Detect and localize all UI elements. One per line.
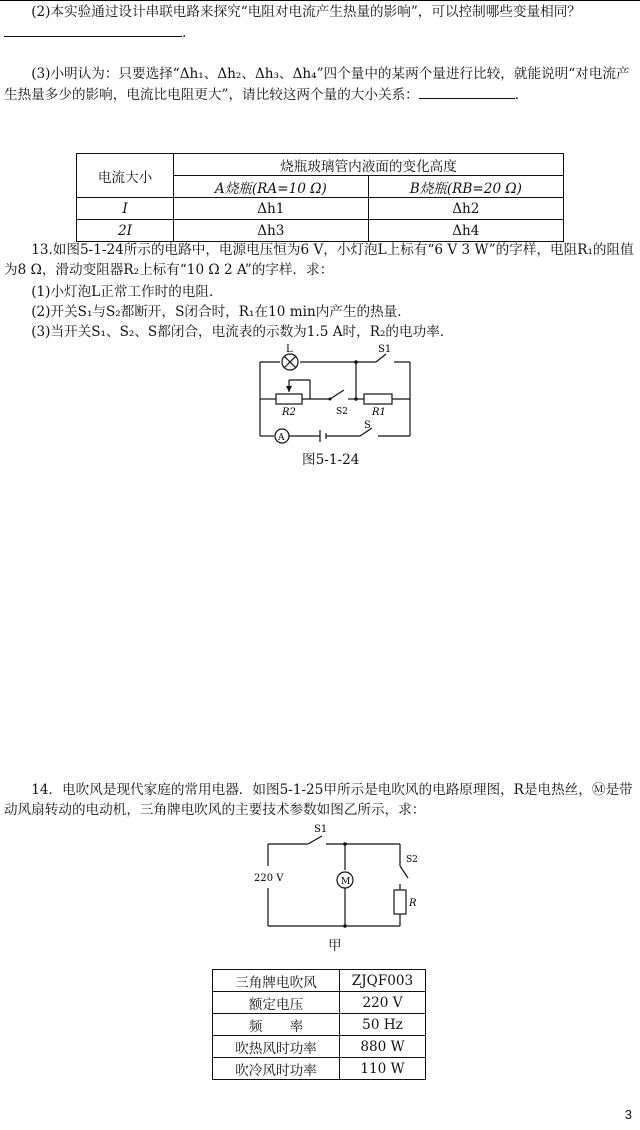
answer-blank[interactable] bbox=[4, 22, 182, 37]
table-cell: 吹热风时功率 bbox=[213, 1036, 340, 1058]
table-row bbox=[213, 992, 426, 1014]
table-cell: Δh1 bbox=[174, 198, 369, 220]
page-number: 3 bbox=[624, 1107, 632, 1122]
q14-stem-text: 14．电吹风是现代家庭的常用电器．如图5-1-25甲所示是电吹风的电路原理图，R是电热丝，Ⓜ是带动风扇转动的电动机，三角牌电吹风的主要技术参数如图乙所示，求： bbox=[4, 782, 633, 818]
table-row bbox=[213, 1058, 426, 1080]
table-group-header: 烧瓶玻璃管内液面的变化高度 bbox=[174, 154, 564, 176]
table-row bbox=[213, 1036, 426, 1058]
table-cell: Δh3 bbox=[174, 220, 369, 242]
q13-part2 bbox=[4, 302, 636, 322]
table-cell: 880 W bbox=[340, 1036, 426, 1058]
q13-part3 bbox=[4, 322, 636, 342]
table-header-a: A烧瓶(RA=10 Ω) bbox=[174, 176, 369, 198]
label-voltage: 220 V bbox=[254, 873, 284, 884]
q12-part3 bbox=[4, 64, 636, 105]
table-cell: ZJQF003 bbox=[340, 970, 426, 992]
table-cell: Δh4 bbox=[368, 220, 563, 242]
table-cell: 50 Hz bbox=[340, 1014, 426, 1036]
table-cell: 额定电压 bbox=[213, 992, 340, 1014]
figure-caption-jia: 甲 bbox=[328, 938, 342, 954]
q13-part1 bbox=[4, 282, 636, 302]
q12-part3-text: (3)小明认为：只要选择“Δh₁、Δh₂、Δh₃、Δh₄”四个量中的某两个量进行比较，就能说明“对电流产生热量多少的影响，电流比电阻更大”，请比较这两个量的大小关系： bbox=[4, 66, 630, 103]
specs-table bbox=[212, 969, 426, 1080]
label-r: R bbox=[409, 898, 417, 909]
table-cell: 频 率 bbox=[213, 1014, 340, 1036]
table-row bbox=[213, 1014, 426, 1036]
top-rule bbox=[0, 0, 640, 1]
q13-part1-text: (1)小灯泡L正常工作时的电阻． bbox=[31, 284, 223, 300]
period: . bbox=[182, 25, 187, 41]
figure-caption-5-1-24: 图5-1-24 bbox=[302, 452, 360, 468]
q13-stem bbox=[4, 240, 636, 280]
answer-blank[interactable] bbox=[419, 84, 515, 99]
table-cell: 110 W bbox=[340, 1058, 426, 1080]
experiment-table bbox=[76, 153, 564, 242]
table-cell: 2I bbox=[77, 220, 174, 242]
table-cell: Δh2 bbox=[368, 198, 563, 220]
q13-part3-text: (3)当开关S₁、S₂、S都闭合，电流表的示数为1.5 A时，R₂的电功率． bbox=[31, 324, 454, 340]
q13-stem-text: 13.如图5-1-24所示的电路中，电源电压恒为6 V，小灯泡L上标有“6 V 3 W”的字样，电阻R₁的阻值为8 Ω，滑动变阻器R₂上标有“10 Ω 2 A”的字样．求： bbox=[4, 242, 634, 278]
label-s2: S2 bbox=[406, 855, 418, 865]
circuit-diagram-5-1-24 bbox=[252, 344, 432, 454]
motor-icon: M bbox=[341, 877, 351, 887]
table-header-current: 电流大小 bbox=[77, 154, 174, 198]
q14-stem bbox=[4, 780, 636, 820]
label-lamp: L bbox=[286, 344, 293, 355]
period: . bbox=[514, 87, 520, 103]
table-header-b: B烧瓶(RB=20 Ω) bbox=[368, 176, 563, 198]
label-s2: S2 bbox=[336, 407, 348, 417]
ammeter-icon: A bbox=[278, 433, 285, 443]
table-row bbox=[213, 970, 426, 992]
q12-part2-text: (2)本实验通过设计串联电路来探究“电阻对电流产生热量的影响”，可以控制哪些变量相同？ bbox=[31, 4, 581, 20]
label-r1: R1 bbox=[372, 407, 386, 418]
table-cell: 220 V bbox=[340, 992, 426, 1014]
label-s1: S1 bbox=[378, 344, 392, 355]
table-cell: I bbox=[77, 198, 174, 220]
hair-dryer-circuit-diagram bbox=[250, 822, 420, 932]
label-s: S bbox=[364, 420, 371, 431]
table-row bbox=[77, 220, 564, 242]
table-row bbox=[77, 198, 564, 220]
q12-part2 bbox=[4, 2, 636, 43]
q13-part2-text: (2)开关S₁与S₂都断开，S闭合时，R₁在10 min内产生的热量． bbox=[31, 304, 411, 320]
label-s1: S1 bbox=[314, 824, 328, 835]
table-cell: 吹冷风时功率 bbox=[213, 1058, 340, 1080]
label-r2: R2 bbox=[282, 407, 296, 418]
table-cell: 三角牌电吹风 bbox=[213, 970, 340, 992]
